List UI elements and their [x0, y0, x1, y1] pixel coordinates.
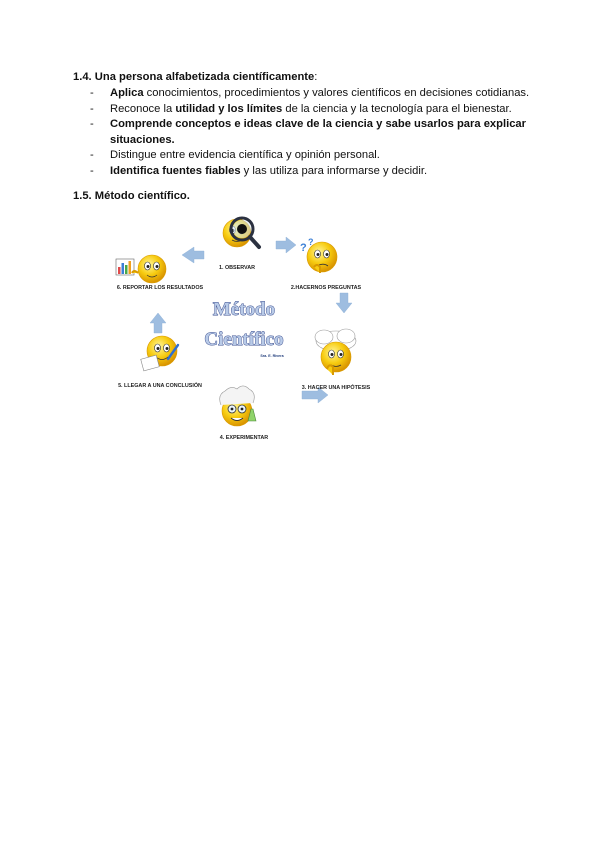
list-item — [90, 148, 540, 164]
bullet-dash: - — [90, 149, 94, 162]
list-item — [90, 117, 540, 148]
arrow-icon — [150, 313, 166, 333]
section-colon: : — [314, 71, 318, 83]
section-number: 1.4. — [73, 71, 92, 83]
arrow-icon — [336, 293, 352, 313]
item-text: Distingue entre evidencia científica y opinión personal. — [110, 149, 380, 162]
bullet-dash: - — [90, 164, 94, 177]
bullet-dash: - — [90, 102, 94, 115]
list-item — [90, 164, 540, 180]
bullet-dash: - — [90, 87, 94, 99]
svg-text:?: ? — [308, 237, 314, 247]
section-heading-1-5 — [73, 190, 190, 202]
bullet-dash: - — [90, 118, 94, 131]
step-label: 2.HACERNOS PREGUNTAS — [290, 285, 362, 291]
section-title: Una persona alfabetizada científicamente — [94, 71, 315, 83]
face-hypothesis-icon — [315, 329, 356, 375]
item-text: Reconoce la — [110, 102, 176, 115]
item-bold: Identifica fuentes fiables — [110, 164, 241, 177]
item-text: y las utiliza para informarse y decidir. — [240, 164, 428, 177]
face-conclusion-icon — [141, 336, 178, 371]
literacy-list — [90, 86, 540, 180]
item-text: conocimientos, procedimientos y valores científicos en decisiones cotidianas. — [143, 87, 530, 99]
diagram-title-line1: Método — [212, 299, 276, 320]
item-bold: Aplica — [110, 87, 144, 99]
section-number: 1.5. — [73, 190, 92, 202]
face-question-icon — [300, 237, 337, 273]
diagram-title-line2: Científico — [204, 329, 284, 350]
step-label: 4. EXPERIMENTAR — [219, 435, 269, 441]
face-observe-icon — [223, 218, 259, 247]
list-item — [90, 102, 540, 118]
diagram-svg — [100, 205, 370, 455]
face-experiment-icon — [220, 386, 256, 426]
step-label: 1. OBSERVAR — [218, 265, 256, 271]
step-label: 5. LLEGAR A UNA CONCLUSIÓN — [118, 383, 202, 389]
list-item — [90, 86, 540, 102]
step-label: 3. HACER UNA HIPÓTESIS — [301, 385, 371, 391]
arrow-icon — [182, 247, 204, 263]
step-label: 6. REPORTAR LOS RESULTADOS — [116, 285, 204, 291]
item-text: de la ciencia y la tecnología para el bienestar. — [282, 102, 512, 115]
section-heading-1-4 — [73, 71, 317, 83]
face-report-icon — [116, 255, 166, 283]
arrow-icon — [276, 237, 296, 253]
scientific-method-diagram — [100, 205, 370, 455]
diagram-author: Sra. E. Rivera — [260, 354, 284, 358]
item-bold: Comprende conceptos e ideas clave de la ciencia y sabe usarlos para explicar situaciones. — [110, 118, 526, 146]
section-title: Método científico. — [94, 190, 190, 202]
item-bold: utilidad y los límites — [175, 102, 283, 115]
svg-text:?: ? — [300, 242, 307, 254]
